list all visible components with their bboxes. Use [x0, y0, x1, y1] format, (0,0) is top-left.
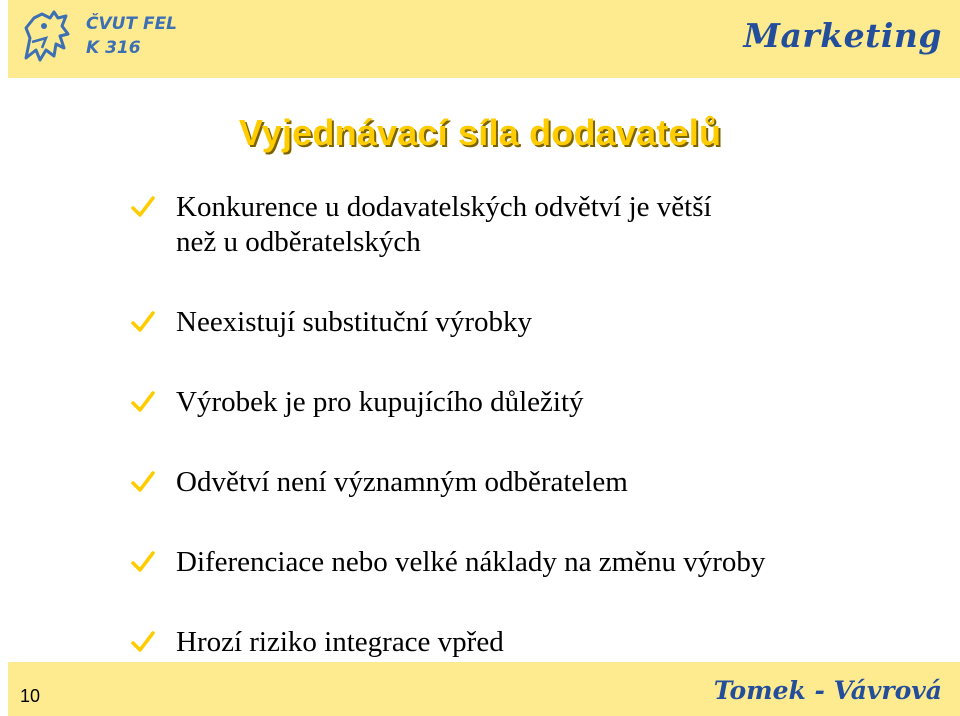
checkmark-icon: [130, 469, 156, 495]
bullet-item: [130, 545, 910, 580]
bullet-text: Odvětví není významným odběratelem: [176, 466, 628, 498]
cvut-logo: [20, 8, 260, 66]
bullet-item: [130, 305, 910, 340]
brand-title: Marketing: [743, 16, 942, 55]
logo-line-2: K 316: [86, 38, 141, 58]
bullet-text: než u odběratelských: [176, 226, 421, 258]
bullet-text: Hrozí riziko integrace vpřed: [176, 626, 504, 658]
bullet-item: [130, 190, 910, 260]
lion-emblem-icon: [20, 8, 80, 66]
bullet-list: [130, 190, 910, 705]
checkmark-icon: [130, 309, 156, 335]
authors-signature: Tomek - Vávrová: [713, 676, 942, 705]
slide-title: Vyjednávací síla dodavatelů: [238, 112, 722, 153]
bullet-text: Neexistují substituční výrobky: [176, 306, 533, 338]
checkmark-icon: [130, 549, 156, 575]
bullet-text: Konkurence u dodavatelských odvětví je větší: [176, 191, 712, 223]
checkmark-icon: [130, 194, 156, 220]
bullet-item: [130, 625, 910, 660]
bullet-item: [130, 465, 910, 500]
bullet-text: Výrobek je pro kupujícího důležitý: [176, 386, 584, 418]
checkmark-icon: [130, 629, 156, 655]
logo-text: [86, 12, 177, 60]
checkmark-icon: [130, 389, 156, 415]
bullet-text: Diferenciace nebo velké náklady na změnu výroby: [176, 546, 766, 578]
logo-line-1: ČVUT FEL: [86, 14, 178, 34]
bullet-item: [130, 385, 910, 420]
page-number: 10: [20, 686, 41, 706]
